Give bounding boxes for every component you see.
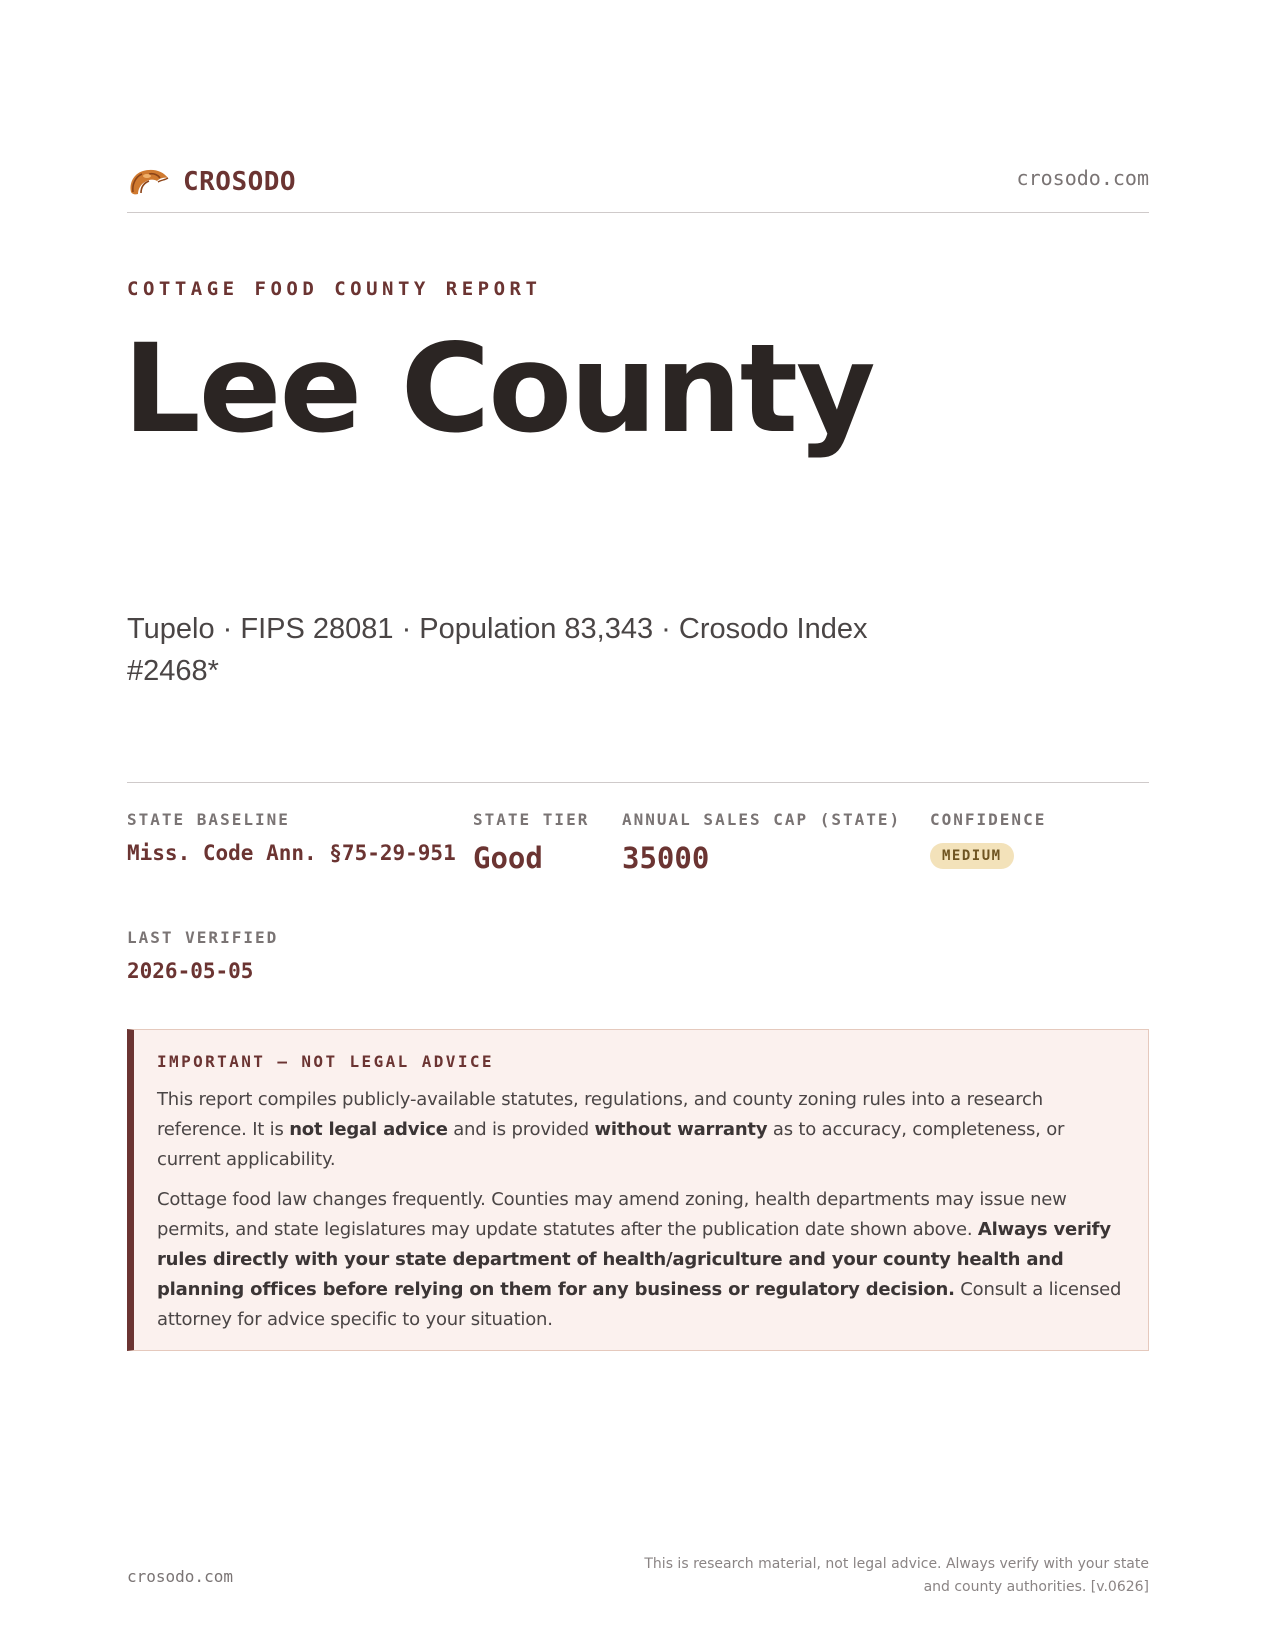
county-subtitle: Tupelo · FIPS 28081 · Population 83,343 · Crosodo Index #2468* — [127, 613, 868, 687]
notice-emphasis: without warranty — [594, 1119, 768, 1140]
notice-paragraph — [157, 1085, 1122, 1175]
brand-name: CROSODO — [183, 167, 297, 197]
notice-text: Consult a licensed attorney for advice specific to your situation. — [157, 1279, 1122, 1330]
notice-emphasis: Always verify rules directly with your state department of health/agriculture and your county health and planning offices before relying on them for any business or regulatory decision. — [157, 1219, 1111, 1300]
field-value: Miss. Code Ann. §75-29-951 — [127, 841, 456, 865]
notice-text: and is provided — [447, 1119, 595, 1140]
confidence-badge: MEDIUM — [930, 843, 1014, 869]
footer-disclaimer: This is research material, not legal advice. Always verify with your state and county authorities. [v.0626] — [644, 1556, 1149, 1595]
legal-notice — [127, 1029, 1149, 1351]
page-header — [127, 156, 1149, 213]
notice-emphasis: not legal advice — [289, 1119, 448, 1140]
section-divider — [127, 782, 1149, 783]
brand[interactable] — [127, 162, 296, 202]
field-last-verified — [127, 928, 278, 983]
notice-paragraph — [157, 1185, 1122, 1335]
field-annual-sales-cap — [622, 810, 901, 875]
site-link[interactable]: crosodo.com — [1016, 166, 1149, 190]
field-confidence — [930, 810, 1046, 869]
notice-title: IMPORTANT — NOT LEGAL ADVICE — [157, 1052, 494, 1071]
report-page — [123, 0, 1149, 1650]
field-label: LAST VERIFIED — [127, 928, 279, 947]
field-label: STATE TIER — [473, 810, 590, 829]
field-state-baseline — [127, 810, 456, 865]
field-label: CONFIDENCE — [930, 810, 1047, 829]
field-value: 35000 — [622, 841, 710, 875]
footer-site[interactable]: crosodo.com — [127, 1567, 233, 1586]
notice-text: as to accuracy, completeness, or current applicability. — [157, 1119, 1065, 1170]
page-title: Lee County — [123, 318, 874, 460]
field-label: ANNUAL SALES CAP (STATE) — [622, 810, 902, 829]
field-value: Good — [473, 841, 543, 875]
field-value: 2026-05-05 — [127, 959, 254, 983]
notice-text: Cottage food law changes frequently. Counties may amend zoning, health departments may issue new permits, and state legislatures may update statutes after the publication date shown above. — [157, 1189, 1067, 1240]
field-label: STATE BASELINE — [127, 810, 290, 829]
croissant-icon — [127, 162, 171, 202]
report-eyebrow: COTTAGE FOOD COUNTY REPORT — [127, 278, 542, 300]
field-state-tier — [473, 810, 589, 875]
notice-text: This report compiles publicly-available statutes, regulations, and county zoning rules into a research reference. It is — [157, 1089, 1043, 1140]
